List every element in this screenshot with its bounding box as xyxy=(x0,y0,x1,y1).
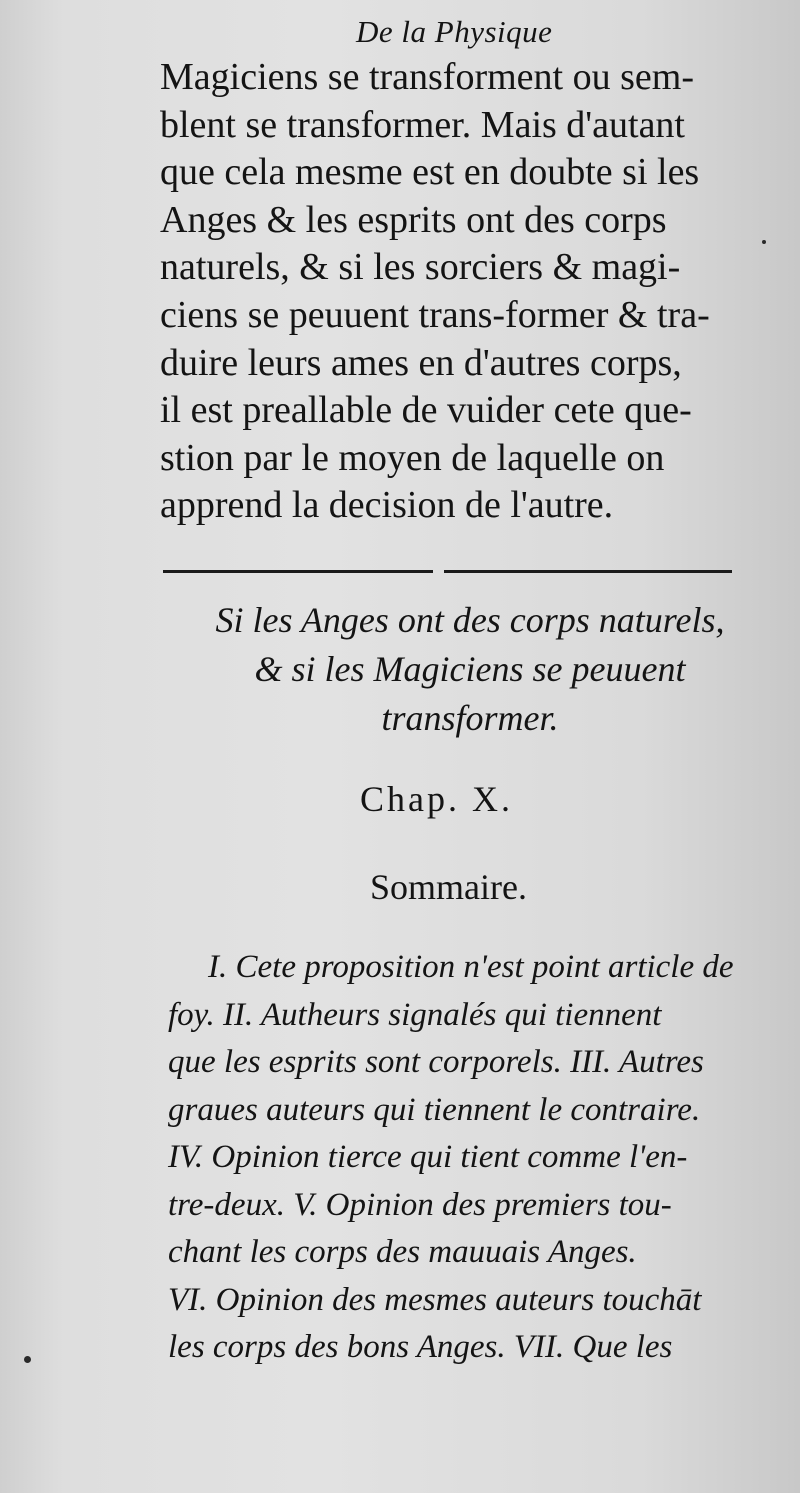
text-line: apprend la decision de l'autre. xyxy=(160,484,614,527)
summary-line: foy. II. Autheurs signalés qui tiennent xyxy=(168,996,662,1033)
chapter-title-line: transformer. xyxy=(381,698,559,738)
text-line: il est preallable de vuider cete que- xyxy=(160,389,692,432)
summary-line: que les esprits sont corporels. III. Autres xyxy=(168,1044,704,1080)
text-line: naturels, & si les sorciers & magi- xyxy=(160,246,681,289)
ink-speck xyxy=(24,1356,31,1363)
chapter-number: Chap. X. xyxy=(360,779,513,819)
text-line: ciens se peuuent trans-former & tra- xyxy=(160,293,710,336)
summary-line: chant les corps des mauuais Anges. xyxy=(168,1234,637,1270)
summary-line: les corps des bons Anges. VII. Que les xyxy=(168,1329,673,1365)
summary-line: I. Cete proposition n'est point article de xyxy=(208,949,734,985)
text-line: stion par le moyen de laquelle on xyxy=(160,436,665,479)
chapter-title-line: & si les Magiciens se peuuent xyxy=(254,649,686,689)
section-divider-left xyxy=(163,570,433,573)
text-line: Magiciens se transforment ou sem- xyxy=(160,56,694,98)
summary-line: IV. Opinion tierce qui tient comme l'en- xyxy=(168,1139,688,1175)
chapter-title xyxy=(150,596,790,743)
text-line: que cela mesme est en doubte si les xyxy=(160,151,700,194)
text-line: blent se transformer. Mais d'autant xyxy=(160,103,685,146)
text-line: Anges & les esprits ont des corps xyxy=(160,198,667,241)
running-head: De la Physique xyxy=(356,14,553,49)
ink-speck xyxy=(762,240,766,244)
summary-line: tre-deux. V. Opinion des premiers tou- xyxy=(168,1186,672,1223)
summary-line: graues auteurs qui tiennent le contraire. xyxy=(168,1091,701,1128)
summary-text xyxy=(168,944,768,1372)
section-divider-right xyxy=(444,570,732,573)
text-line: duire leurs ames en d'autres corps, xyxy=(160,341,682,384)
body-text xyxy=(160,54,760,530)
summary-heading: Sommaire. xyxy=(370,867,527,907)
summary-line: VI. Opinion des mesmes auteurs touchāt xyxy=(168,1281,702,1318)
chapter-title-line: Si les Anges ont des corps naturels, xyxy=(215,600,725,640)
